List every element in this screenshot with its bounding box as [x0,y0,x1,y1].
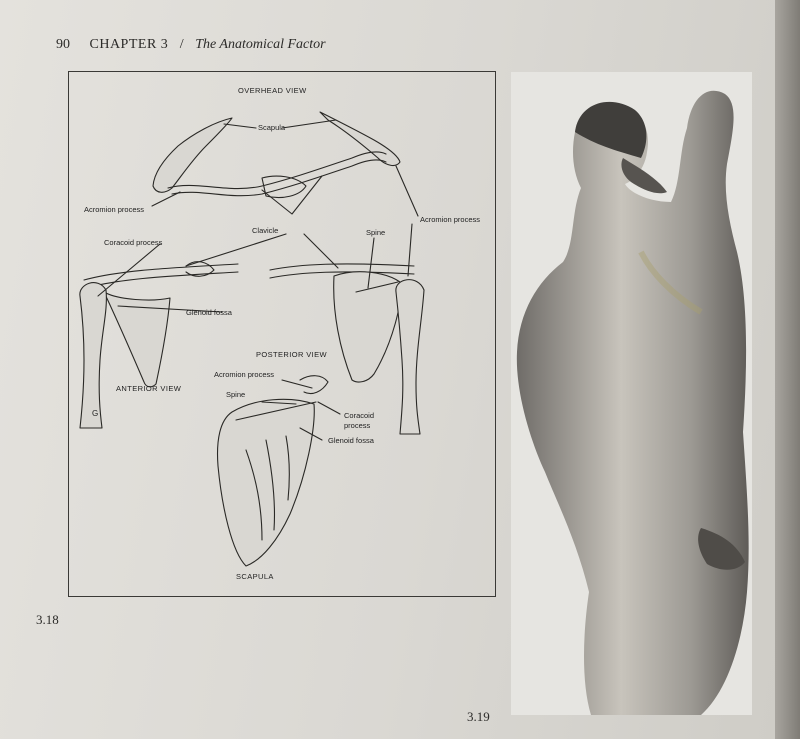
label-acromion-right: Acromion process [420,215,481,224]
label-acromion-left: Acromion process [84,205,145,214]
label-spine-right: Spine [366,228,386,237]
label-overhead-view: OVERHEAD VIEW [238,86,307,95]
figure-silhouette [511,72,752,715]
figure-number-3-18: 3.18 [36,612,59,627]
label-anterior-view: ANTERIOR VIEW [116,384,182,393]
label-glenoid-bottom: Glenoid fossa [328,436,374,445]
posterior-humerus [396,280,424,434]
label-posterior-view: POSTERIOR VIEW [256,350,328,359]
artist-mark: G [92,409,99,418]
header-separator: / [179,37,184,52]
posterior-scapula-upper [334,272,401,382]
anterior-clavicle [84,264,238,288]
label-scapula-bottom: SCAPULA [236,572,274,581]
overhead-scapula-right [320,112,400,165]
label-coracoid-left: Coracoid process [104,238,163,247]
chapter-label: CHAPTER 3 [89,37,169,52]
page-number: 90 [56,37,70,52]
posterior-view-scapula [218,399,315,566]
overhead-scapula-left [153,118,232,192]
chapter-title: The Anatomical Factor [195,37,326,52]
label-scapula-top: Scapula [258,123,286,132]
figure-3-19-photo [511,72,752,715]
figure-number-3-19: 3.19 [467,709,490,724]
anterior-scapula [104,292,170,387]
label-glenoid-left: Glenoid fossa [186,308,232,317]
label-clavicle: Clavicle [252,226,279,235]
label-acromion-bottom: Acromion process [214,370,275,379]
label-coracoid-bottom: Coracoid process [344,411,375,430]
label-spine-bottom: Spine [226,390,246,399]
anterior-humerus [80,283,107,428]
overhead-clavicle [168,152,386,189]
